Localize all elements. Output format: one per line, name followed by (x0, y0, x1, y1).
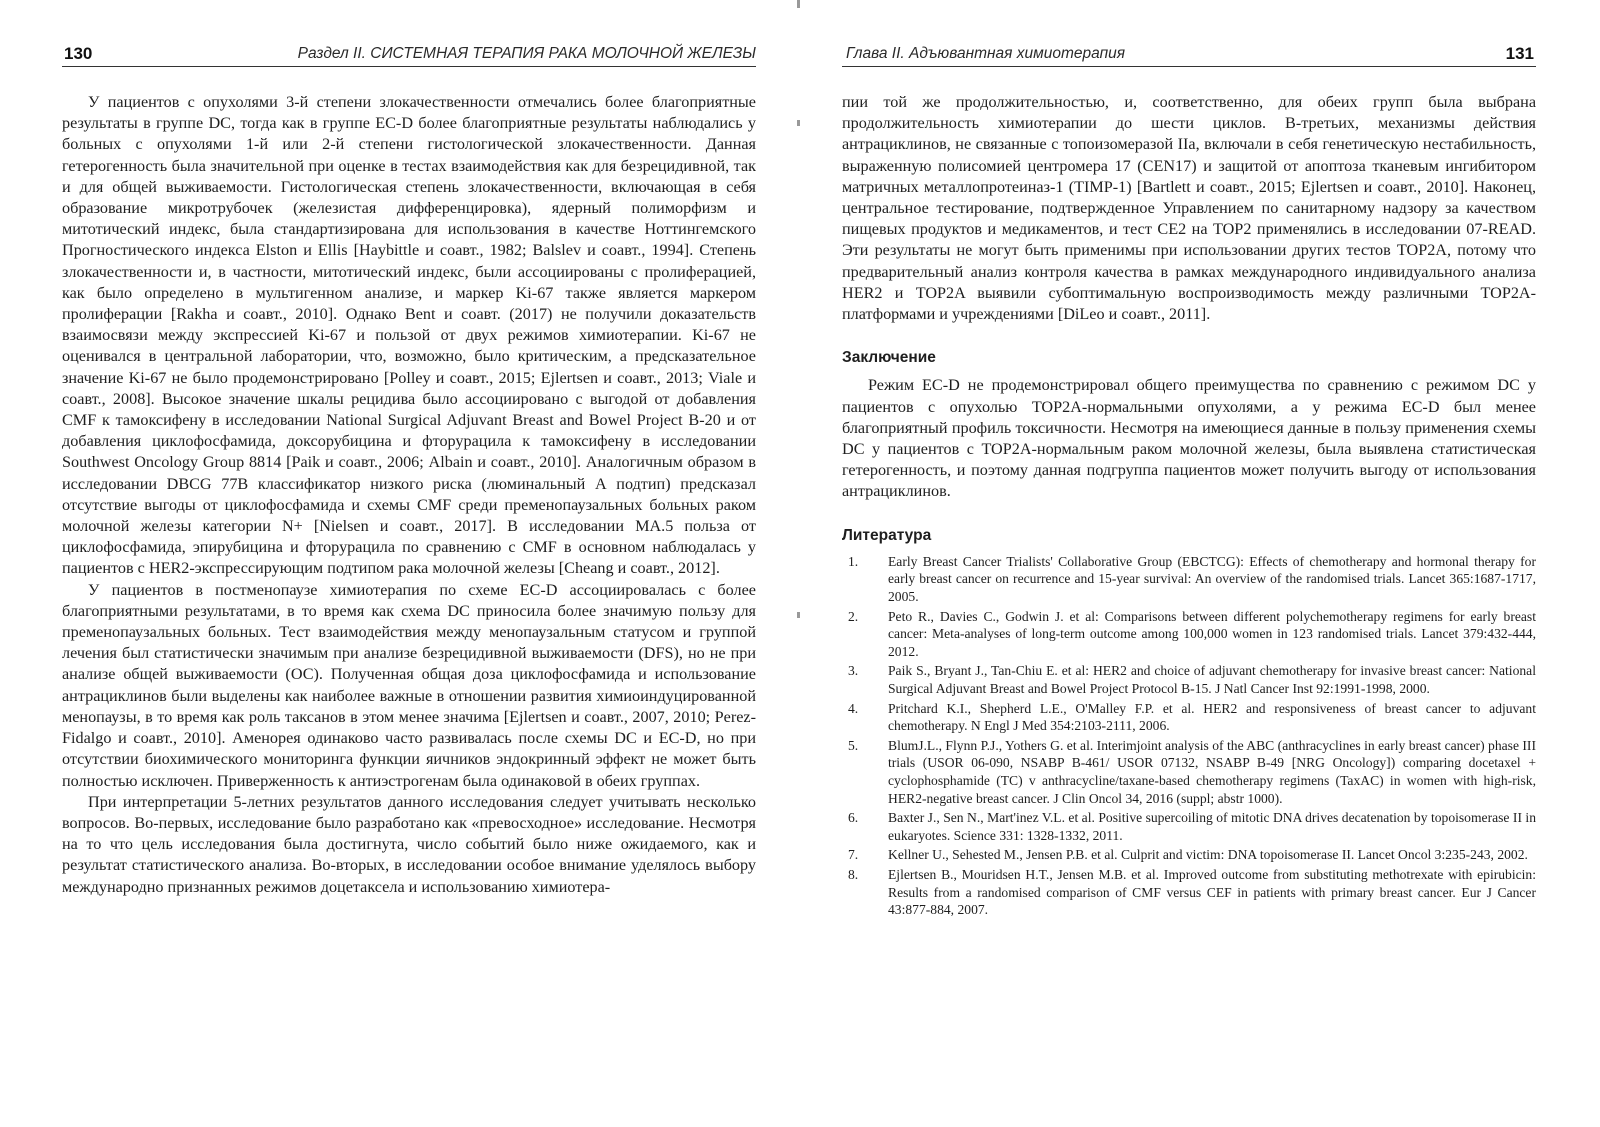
reference-number: 3. (848, 663, 859, 679)
conclusion-heading: Заключение (842, 349, 936, 367)
reference-item (842, 608, 1536, 661)
reference-item (842, 846, 1536, 864)
conclusion-paragraph: Режим EC-D не продемонстрировал общего преимущества по сравнению с режимом DC у пациентов с опухолью TOP2A-нормальными опухолями, а у режима EC-D был менее благоприятный профиль токсичности. Несмотря на имеющиеся данные в пользу применения схемы DC у пациентов с TOP2A-нормальным раком молочной железы, была выявлена статистическая гетерогенность, и поэтому данная подгруппа пациентов может получить выгоду от использования антрациклинов. (842, 376, 1536, 501)
reference-item (842, 809, 1536, 844)
reference-item (842, 866, 1536, 919)
reference-item (842, 737, 1536, 807)
reference-item (842, 700, 1536, 735)
reference-item (842, 662, 1536, 697)
paragraph: При интерпретации 5-летних результатов данного исследования следует учитывать несколько вопросов. Во-первых, исследование было разработано как «превосходное» исследование. Несмотря на то что цель исследования была достигнута, число событий было ниже ожидаемого, как и результат статистического анализа. Во-вторых, в исследовании особое внимание уделялось выбору международно признанных режимов доцетаксела и использованию химиотера- (62, 792, 756, 896)
left-body-text (62, 92, 756, 898)
reference-text: Paik S., Bryant J., Tan-Chiu E. et al: HER2 and choice of adjuvant chemotherapy for invasive breast cancer: National Surgical Adjuvant Breast and Bowel Project Protocol B-15. J Natl Cancer Inst 92:1991-1998, 2000. (888, 663, 1536, 697)
continuation-paragraph: пии той же продолжительностью, и, соответственно, для обеих групп была выбрана продолжительность химиотерапии до шести циклов. В-третьих, механизмы действия антрациклинов, не связанные с топоизомеразой IIa, включали в себя генетическую нестабильность, выраженную полисомией центромера 17 (CEN17) и защитой от апоптоза тканевым ингибитором матричных металлопротеиназ-1 (TIMP-1) [Bartlett и соавт., 2015; Ejlertsen и соавт., 2010]. Наконец, центральное тестирование, подтвержденное Управлением по санитарному надзору за качеством пищевых продуктов и медикаментов, и тест CE2 на TOP2 применялись в исследовании 07-READ. Эти результаты не могут быть применимы при использовании других тестов TOP2A, потому что предварительный анализ контроля качества в рамках международного индивидуального анализа HER2 и TOP2A выявили субоптимальную воспроизводимость между различными TOP2A-платформами и учреждениями [DiLeo и соавт., 2011]. (842, 93, 1536, 324)
reference-item (842, 553, 1536, 606)
reference-text: Ejlertsen B., Mouridsen H.T., Jensen M.B. et al. Improved outcome from substituting methotrexate with epirubicin: Results from a randomised comparison of CMF versus CEF in patients with primary breast cancer. Eur J Cancer 43:877-884, 2007. (888, 866, 1536, 918)
reference-text: Early Breast Cancer Trialists' Collaborative Group (EBCTCG): Effects of chemotherapy and hormonal therapy for early breast cancer on recurrence and 15-year survival: An overview of the randomised trials. Lancet 365:1687-1717, 2005. (888, 553, 1536, 605)
reference-number: 7. (848, 847, 859, 863)
reference-text: Peto R., Davies C., Godwin J. et al: Comparisons between different polychemotherapy regimens for early breast cancer: Meta-analyses of long-term outcome among 100,000 women in 123 randomised trials. Lancet 379:432-444, 2012. (888, 608, 1536, 659)
paragraph: У пациентов в постменопаузе химиотерапия по схеме EC-D ассоциировалась с более благоприятными результатами, в то время как схема DC приносила более значимую пользу для пременопаузальных больных. Тест взаимодействия между менопаузальным статусом и группой лечения был статистически значимым при анализе безрецидивной выживаемости (DFS), но не при анализе общей выживаемости (ОС). Полученная общая доза циклофосфамида и использование антрациклинов были выделены как наиболее важные в отношении развития химиоиндуцированной менопаузы, в то время как роль таксанов в этом менее значима [Ejlertsen и соавт., 2007, 2010; Perez-Fidalgo и соавт., 2010]. Аменорея одинаково часто развивалась после схемы DC и EC-D, но при отсутствии биохимического мониторинга функции яичников эндокринный эффект не может быть полностью исключен. Приверженность к антиэстрогенам была одинаковой в обеих группах. (62, 580, 756, 790)
reference-number: 5. (848, 737, 859, 753)
reference-number: 6. (848, 810, 859, 826)
page-number-right: 131 (1505, 44, 1534, 63)
reference-number: 8. (848, 866, 859, 882)
paragraph: У пациентов с опухолями 3-й степени злокачественности отмечались более благоприятные результаты в группе DC, тогда как в группе EC-D более благоприятные результаты наблюдались у больных с опухолями 1-й или 2-й степени гистологической злокачественности. Данная гетерогенность была значительной при оценке в тестах взаимодействия как для безрецидивной, так и для общей выживаемости. Гистологическая степень злокачественности, включающая в себя образование микротрубочек (железистая дифференцировка), ядерный полиморфизм и митотический индекс, была стандартизирована для использования в качестве Ноттингемского Прогностического индекса Elston и Ellis [Haybittle и соавт., 1982; Balslev и соавт., 1994]. Степень злокачественности и, в частности, митотический индекс, были ассоциированы с пролиферацией, как было определено в мультигенном анализе, и маркер Ki-67 также является маркером пролиферации [Rakha и соавт., 2010]. Однако Bent и соавт. (2017) не получили доказательств взаимосвязи между экспрессией Ki-67 и пользой от двух режимов химиотерапии. Ki-67 не оценивался в центральной лаборатории, что, возможно, было критическим, а предсказательное значение Ki-67 не было продемонстрировано [Polley и соавт., 2015; Ejlertsen и соавт., 2013; Viale и соавт., 2008]. Высокое значение шкалы рецидива было ассоциировано с выгодой от добавления CMF к тамоксифену в исследовании National Surgical Adjuvant Breast and Bowel Project B-20 и от добавления циклофосфамида, доксорубицина и фторурацила к тамоксифену в исследовании Southwest Oncology Group 8814 [Paik и соавт., 2006; Albain и соавт., 2010]. Аналогичным образом в исследовании DBCG 77B классификатор низкого риска (люминальный А подтип) предсказал отсутствие выгоды от циклофосфамида и схемы CMF среди пременопаузальных больных раком молочной железы категории N+ [Nielsen и соавт., 2017]. В исследовании MA.5 польза от циклофосфамида, эпирубицина и фторурацила по сравнению с CMF в основном наблюдалась у пациентов с HER2-экспрессирующим подтипом рака молочной железы [Cheang и соавт., 2012]. (62, 93, 756, 578)
reference-text: Kellner U., Sehested M., Jensen P.B. et al. Culprit and victim: DNA topoisomerase II. Lancet Oncol 3:235-243, 2002. (888, 847, 1528, 863)
reference-number: 1. (848, 553, 859, 569)
right-body-text (842, 92, 1536, 921)
running-head-right (842, 44, 1536, 67)
references-list (842, 553, 1536, 919)
reference-text: Pritchard K.I., Shepherd L.E., O'Malley F.P. et al. HER2 and responsiveness of breast cancer to adjuvant chemotherapy. N Engl J Med 354:2103-2111, 2006. (888, 700, 1536, 734)
running-head-left (62, 44, 756, 67)
reference-number: 2. (848, 608, 859, 624)
reference-text: Baxter J., Sen N., Mart'inez V.L. et al. Positive supercoiling of mitotic DNA drives decatenation by topoisomerase II in eukaryotes. Science 331: 1328-1332, 2011. (888, 810, 1536, 843)
running-head-title-left: Раздел II. СИСТЕМНАЯ ТЕРАПИЯ РАКА МОЛОЧНОЙ ЖЕЛЕЗЫ (297, 45, 756, 62)
running-head-title-right: Глава II. Адъювантная химиотерапия (846, 45, 1126, 62)
reference-text: BlumJ.L., Flynn P.J., Yothers G. et al. Interimjoint analysis of the ABC (anthracyclines in early breast cancer) phase III trials (USOR 06-090, NSABP B-461/ USOR 07132, NSABP B-49 [NRG Oncology]) comparing docetaxel + cyclophosphamide (TC) v anthracycline/taxane-based chemotherapy regimens (TaxAC) in women with high-risk, HER2-negative breast cancer. J Clin Oncol 34, 2016 (suppl; abstr 1000). (888, 737, 1536, 806)
right-page (800, 0, 1600, 1127)
references-heading: Литература (842, 526, 932, 544)
reference-number: 4. (848, 700, 859, 716)
page-number-left: 130 (64, 44, 93, 63)
